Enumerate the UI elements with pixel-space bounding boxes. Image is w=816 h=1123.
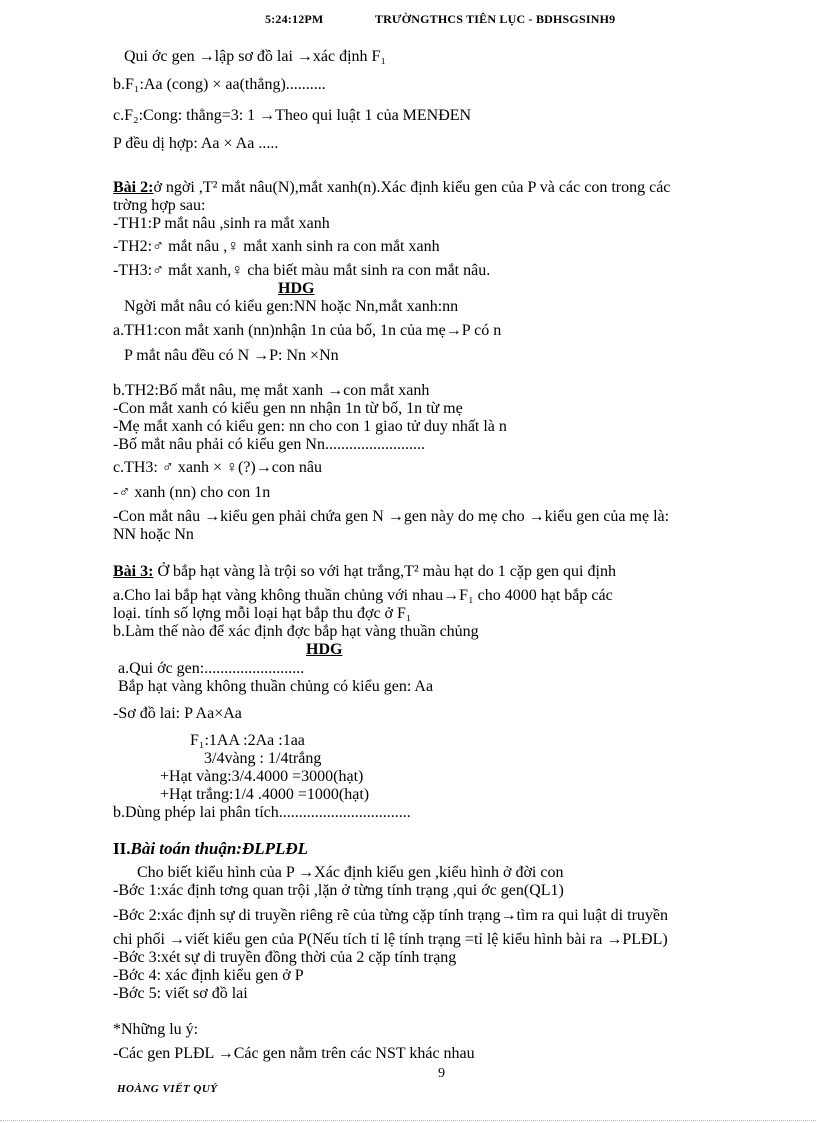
text-line: -TH2:♂ mắt nâu ,♀ mắt xanh sinh ra con mắt xanh <box>113 238 440 255</box>
text-line: b.Dùng phép lai phân tích................................. <box>113 804 411 821</box>
text-line: NN hoặc Nn <box>113 526 194 543</box>
text-line: -Con mắt nâu →kiểu gen phải chứa gen N →gen này do mẹ cho →kiểu gen của mẹ là: <box>113 508 670 525</box>
text-line: a.Qui ớc gen:......................... <box>118 660 305 677</box>
text-line: +Hạt vàng:3/4.4000 =3000(hạt) <box>160 768 364 785</box>
page-footer: HOÀNG VIẾT QUÝ <box>117 1083 218 1095</box>
text-line: *Những lu ý: <box>113 1021 199 1038</box>
text-line: -Bớc 3:xét sự di truyền đồng thời của 2 cặp tính trạng <box>113 949 457 966</box>
text-line: -Bớc 5: viết sơ đồ lai <box>113 985 248 1002</box>
page-divider <box>0 1120 816 1121</box>
text-line: P đều dị hợp: Aa × Aa ..... <box>113 135 279 152</box>
text-line: -Bố mắt nâu phải có kiểu gen Nn......................... <box>113 436 425 453</box>
text-line: b.F₁:Aa (cong) × aa(thẳng).......... <box>113 76 326 93</box>
text-line: chi phối →viết kiểu gen của P(Nếu tích tỉ lệ tính trạng =tỉ lệ kiểu hình bài ra →PLĐL) <box>113 931 668 948</box>
exercise-2-title: Bài 2: <box>113 179 154 196</box>
header-time: 5:24:12PM <box>265 12 324 26</box>
text-line: a.TH1:con mắt xanh (nn)nhận 1n của bố, 1n của mẹ→P có n <box>113 322 502 339</box>
text-line: Cho biết kiểu hình của P →Xác định kiểu gen ,kiểu hình ở đời con <box>137 864 564 881</box>
text-line: F₁:1AA :2Aa :1aa <box>190 732 305 749</box>
text-line: a.Cho lai bắp hạt vàng không thuần chủng với nhau→F₁ cho 4000 hạt bắp các <box>113 587 613 604</box>
text-line: -Sơ đồ lai: P Aa×Aa <box>113 705 242 722</box>
text-line: -TH1:P mắt nâu ,sinh ra mắt xanh <box>113 215 330 232</box>
text-line: b.Làm thế nào để xác định đợc bắp hạt vàng thuần chủng <box>113 623 479 640</box>
text-line: -♂ xanh (nn) cho con 1n <box>113 484 271 501</box>
header-school: TRƯỜNGTHCS TIÊN LỤC - BDHSGSINH9 <box>374 12 616 26</box>
text-line: -TH3:♂ mắt xanh,♀ cha biết màu mắt sinh ra con mắt nâu. <box>113 262 491 279</box>
text-line: c.F₂:Cong: thẳng=3: 1 →Theo qui luật 1 của MENĐEN <box>113 107 472 124</box>
exercise-2-line: Bài 2:ở ngời ,T² mắt nâu(N),mắt xanh(n).Xác định kiểu gen của P và các con trong các <box>113 179 671 196</box>
section-2-title: II.Bài toán thuận:ĐLPLĐL <box>113 839 309 858</box>
text-line: c.TH3: ♂ xanh × ♀(?)→con nâu <box>113 459 322 476</box>
page-number: 9 <box>438 1066 445 1081</box>
text-line: trờng hợp sau: <box>113 197 206 214</box>
text-line: Qui ớc gen →lập sơ đồ lai →xác định F₁ <box>124 48 387 65</box>
hdg-heading: HDG <box>278 280 315 297</box>
text-line: Bắp hạt vàng không thuần chủng có kiểu gen: Aa <box>118 678 434 695</box>
text-line: -Bớc 4: xác định kiểu gen ở P <box>113 967 304 984</box>
text-line: b.TH2:Bố mắt nâu, mẹ mắt xanh →con mắt xanh <box>113 382 430 399</box>
text-line: -Mẹ mắt xanh có kiểu gen: nn cho con 1 giao tử duy nhất là n <box>113 418 507 435</box>
text-line: 3/4vàng : 1/4trắng <box>204 750 322 767</box>
page-header <box>265 12 615 27</box>
text-line: loại. tính số lợng mỗi loại hạt bắp thu đợc ở F₁ <box>113 605 412 622</box>
text-line: +Hạt trắng:1/4 .4000 =1000(hạt) <box>160 786 370 803</box>
hdg-heading: HDG <box>306 641 343 658</box>
text-line: -Các gen PLĐL →Các gen nằm trên các NST khác nhau <box>113 1045 475 1062</box>
exercise-3-title: Bài 3: <box>113 563 154 580</box>
text-line: -Bớc 1:xác định tơng quan trội ,lặn ở từng tính trạng ,qui ớc gen(QL1) <box>113 882 564 899</box>
text-line: Ngời mắt nâu có kiểu gen:NN hoặc Nn,mắt xanh:nn <box>124 298 459 315</box>
text-line: -Bớc 2:xác định sự di truyền riêng rẽ của từng cặp tính trạng→tìm ra qui luật di truyền <box>113 907 668 924</box>
exercise-3-line: Bài 3: Ở bắp hạt vàng là trội so với hạt trắng,T² màu hạt do 1 cặp gen qui định <box>113 563 616 580</box>
text-line: P mắt nâu đều có N →P: Nn ×Nn <box>124 347 339 364</box>
text-line: -Con mắt xanh có kiểu gen nn nhận 1n từ bố, 1n từ mẹ <box>113 400 463 417</box>
